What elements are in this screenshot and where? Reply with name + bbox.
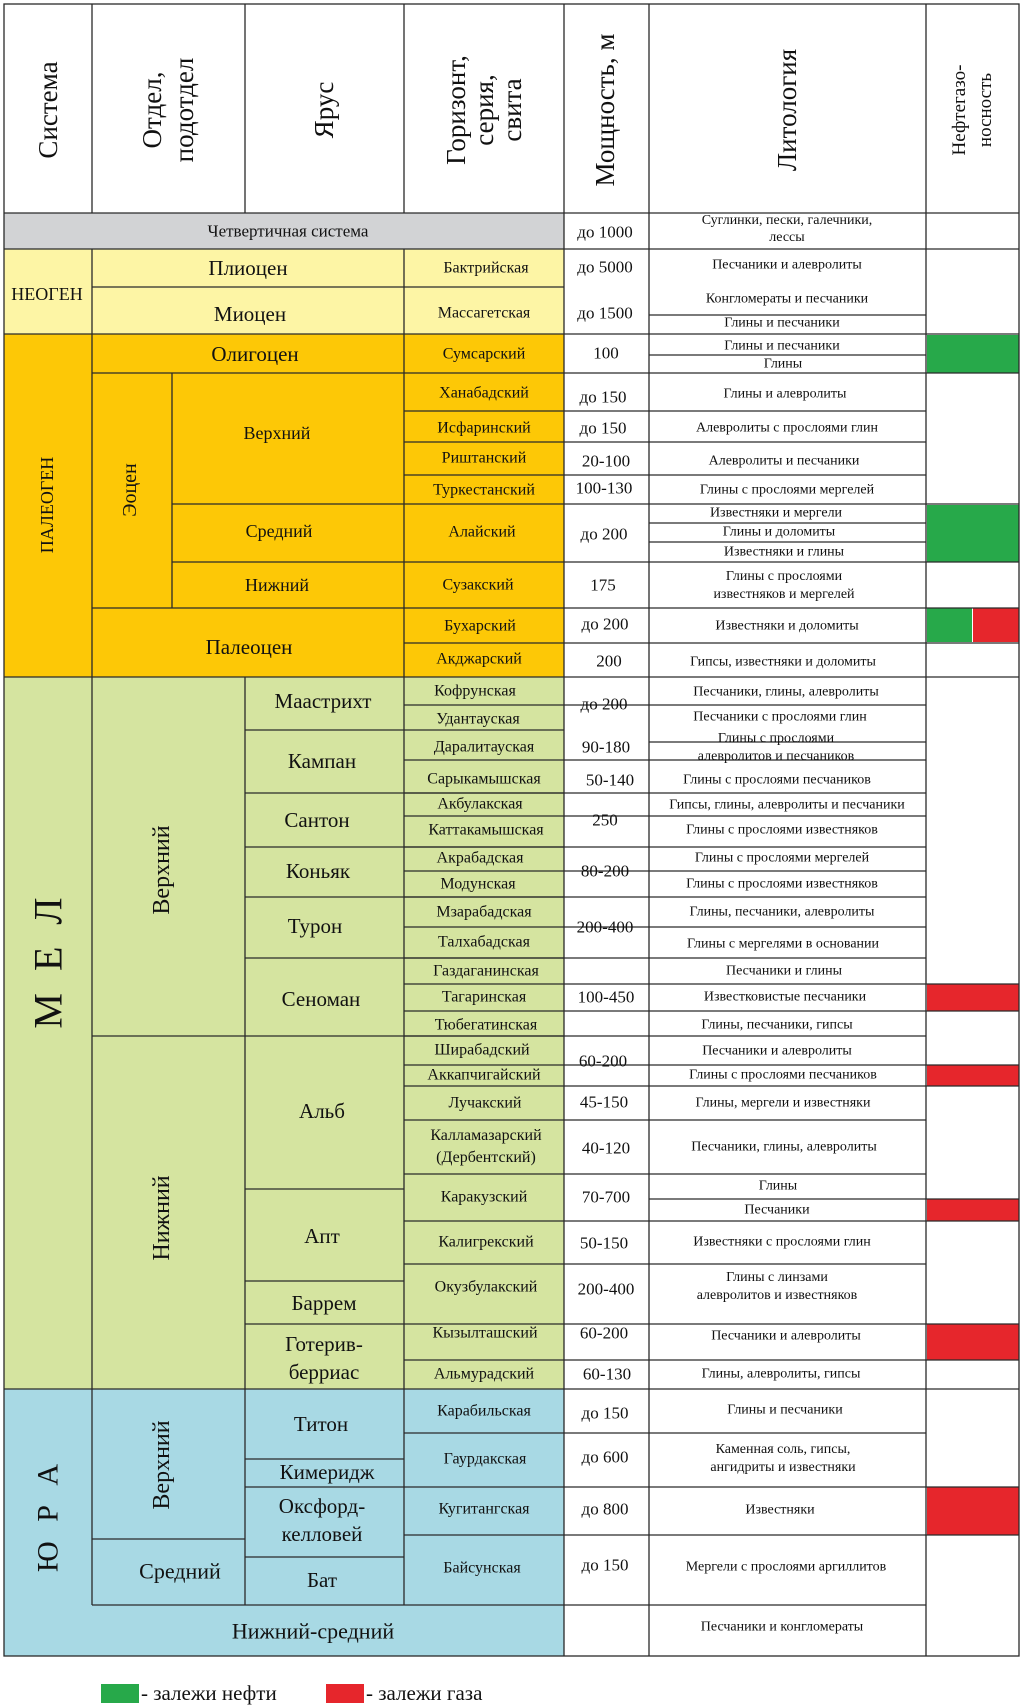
lithology-text: Глины, песчаники, алевролиты xyxy=(689,904,875,920)
lithology-text: Глины xyxy=(758,1178,798,1194)
header-neftegaz: Нефтегазо- носность xyxy=(948,64,996,156)
legend-oil xyxy=(101,1680,277,1705)
division-paleocene: Палеоцен xyxy=(205,635,293,659)
horizon: Сузакский xyxy=(442,576,514,594)
horizon: Тюбегатинская xyxy=(434,1016,538,1034)
horizon: Байсунская xyxy=(443,1559,521,1577)
lithology-text: Суглинки, пески, галечники, лессы xyxy=(701,213,873,245)
horizon: Талхабадская xyxy=(438,933,530,951)
thickness-value: до 800 xyxy=(581,1499,629,1519)
lithology-text: Песчаники и алевролиты xyxy=(711,1328,861,1344)
thickness-value: до 150 xyxy=(581,1403,629,1423)
lithology-text: Конгломераты и песчаники xyxy=(705,291,869,307)
thickness-value: 40-120 xyxy=(581,1138,631,1158)
lithology-text: Песчаники, глины, алевролиты xyxy=(693,684,879,700)
stage-cenoman: Сеноман xyxy=(281,987,361,1011)
thickness-value: 80-200 xyxy=(580,861,630,881)
lithology-text: Гипсы, глины, алевролиты и песчаники xyxy=(669,797,905,813)
legend-gas xyxy=(326,1680,483,1705)
lithology-text: Глины, алевролиты, гипсы xyxy=(701,1366,861,1382)
thickness-value: 20-100 xyxy=(581,451,631,471)
thickness-value: 175 xyxy=(590,575,616,595)
thickness-value: до 200 xyxy=(581,614,629,634)
system-jurassic: Ю Р А xyxy=(31,1457,65,1573)
thickness-value: до 200 xyxy=(580,524,628,544)
division-jur-middle: Средний xyxy=(139,1558,221,1584)
lithology-text: Глины с прослоями известняков xyxy=(686,822,878,838)
lithology-labels xyxy=(669,213,905,1635)
lithology-text: Песчаники и конгломераты xyxy=(700,1619,864,1635)
thickness-value: 60-130 xyxy=(582,1364,632,1384)
lithology-text: Песчаники и алевролиты xyxy=(702,1043,852,1059)
lithology-text: Известняки и доломиты xyxy=(715,618,859,634)
thickness-value: 50-150 xyxy=(579,1233,629,1253)
horizon: Гаурдакская xyxy=(443,1450,527,1468)
horizon: Сарыкамышская xyxy=(427,770,541,788)
lithology-text: Известняки и глины xyxy=(723,544,845,560)
substage-eocene-lower: Нижний xyxy=(245,575,309,595)
thickness-value: до 5000 xyxy=(577,257,633,277)
lithology-text: Глины, песчаники, гипсы xyxy=(701,1017,853,1033)
horizon: Риштанский xyxy=(441,449,527,467)
horizon: Массагетская xyxy=(437,304,531,322)
petroleum-indicators xyxy=(927,335,1019,1535)
division-cret-lower: Нижний xyxy=(149,1175,175,1261)
stage-bat: Бат xyxy=(306,1568,338,1592)
thickness-value: 250 xyxy=(592,810,618,830)
thickness-value: до 150 xyxy=(581,1555,629,1575)
stage-campan: Кампан xyxy=(287,749,357,773)
lithology-text: Глины с прослоями мергелей xyxy=(694,850,870,866)
lithology-text: Песчаники и алевролиты xyxy=(712,257,862,273)
thickness-value: до 150 xyxy=(579,418,627,438)
thickness-value: 200-400 xyxy=(576,917,634,937)
gas-indicator-karakuz xyxy=(927,1199,1019,1221)
horizon: Каракузский xyxy=(440,1188,528,1206)
horizon: Акбулакская xyxy=(437,795,523,813)
horizon: Кофрунская xyxy=(434,682,516,700)
lithology-text: Алевролиты с прослоями глин xyxy=(695,420,879,436)
header-otdel: Отдел,подотдел xyxy=(137,57,199,163)
gas-indicator-kugitang xyxy=(927,1487,1019,1535)
legend-oil-label: - залежи нефти xyxy=(141,1680,277,1705)
horizon: Удантауская xyxy=(436,710,520,728)
horizon: Калламазарский (Дербентский) xyxy=(430,1127,542,1166)
stage-apt: Апт xyxy=(304,1224,340,1248)
horizon: Исфаринский xyxy=(437,419,531,437)
division-oligocene: Олигоцен xyxy=(211,342,299,366)
lithology-text: Глины с прослоями мергелей xyxy=(699,482,875,498)
horizon: Каттакамышская xyxy=(428,821,544,839)
lithology-text: Известняки и мергели xyxy=(709,505,843,521)
lithology-text: Глины с мергелями в основании xyxy=(686,936,880,952)
stage-goteriv: Готерив-берриас xyxy=(285,1332,363,1384)
system-neogene: НЕОГЕН xyxy=(11,284,83,304)
oil-indicator-bukhara xyxy=(927,608,972,642)
table-header xyxy=(33,34,996,187)
horizon: Альмурадский xyxy=(433,1365,535,1383)
lithology-text: Известняки xyxy=(745,1502,815,1518)
lithology-text: Глины и алевролиты xyxy=(723,386,847,402)
horizon: Бактрийская xyxy=(443,259,529,277)
thickness-value: до 1000 xyxy=(577,222,633,242)
lithology-text: Каменная соль, гипсы, ангидриты и известняки xyxy=(710,1442,856,1475)
lithology-text: Глины xyxy=(763,356,803,372)
lithology-text: Гипсы, известняки и доломиты xyxy=(690,654,876,670)
stage-alb: Альб xyxy=(299,1099,345,1123)
lithology-text: Глины с прослоями известняков xyxy=(686,876,878,892)
lithology-text: Глины с прослоями алевролитов и песчаников xyxy=(697,731,855,764)
lithology-text: Глины и доломиты xyxy=(722,524,836,540)
division-pliocene: Плиоцен xyxy=(208,256,288,280)
thickness-value: до 1500 xyxy=(577,303,633,323)
horizon: Лучакский xyxy=(448,1094,522,1112)
thickness-value: до 600 xyxy=(581,1447,629,1467)
lithology-text: Известняки с прослоями глин xyxy=(693,1234,871,1250)
horizon: Туркестанский xyxy=(433,481,535,499)
lithology-text: Мергели с прослоями аргиллитов xyxy=(685,1559,887,1575)
thickness-value: 100-130 xyxy=(575,478,633,498)
gas-indicator-tagarin xyxy=(927,984,1019,1011)
substage-eocene-middle: Средний xyxy=(245,521,313,541)
lithology-text: Глины, мергели и известняки xyxy=(695,1095,871,1111)
thickness-value: 50-140 xyxy=(585,770,635,790)
thickness-value: 200 xyxy=(596,651,622,671)
oil-indicator-alay xyxy=(927,505,1019,562)
stage-barrem: Баррем xyxy=(291,1291,357,1315)
horizon: Газдаганинская xyxy=(433,962,539,980)
thickness-value: 200-400 xyxy=(577,1279,635,1299)
horizon: Ширабадский xyxy=(434,1041,530,1059)
lithology-text: Глины и песчаники xyxy=(727,1402,843,1418)
lithology-text: Глины и песчаники xyxy=(724,338,840,354)
horizon: Ханабадский xyxy=(439,384,529,402)
lithology-text: Глины с линзами алевролитов и известняков xyxy=(696,1270,858,1303)
horizon: Кызылташский xyxy=(432,1324,538,1342)
lithology-text: Песчаники с прослоями глин xyxy=(693,709,867,725)
thickness-values xyxy=(576,223,635,1575)
lithology-text: Алевролиты и песчаники xyxy=(708,453,860,469)
lithology-text: Глины с прослоями известняков и мергелей xyxy=(713,569,855,602)
lithology-text: Песчаники и глины xyxy=(725,963,843,979)
division-eocene: Эоцен xyxy=(119,463,141,517)
system-paleogene: ПАЛЕОГЕН xyxy=(37,456,57,554)
lithology-text: Песчаники xyxy=(744,1202,810,1218)
horizon: Тагаринская xyxy=(441,988,527,1006)
gas-indicator-kyzyltash xyxy=(927,1324,1019,1360)
thickness-value: 60-200 xyxy=(578,1051,628,1071)
thickness-value: 100 xyxy=(593,343,619,363)
legend-gas-label: - залежи газа xyxy=(366,1680,483,1705)
horizon: Даралитауская xyxy=(433,738,535,756)
horizon: Бухарский xyxy=(444,617,516,635)
header-moshnost: Мощность, м xyxy=(590,33,620,187)
system-cretaceous: М Е Л xyxy=(25,891,71,1029)
gas-indicator-akkapchigay xyxy=(927,1065,1019,1086)
horizon: Сумсарский xyxy=(442,345,526,363)
division-cret-upper: Верхний xyxy=(149,825,175,915)
thickness-value: 45-150 xyxy=(579,1092,629,1112)
thickness-value: 70-700 xyxy=(581,1187,631,1207)
division-miocene: Миоцен xyxy=(213,302,287,326)
horizon: Модунская xyxy=(440,875,516,893)
gas-indicator-bukhara xyxy=(973,608,1019,642)
horizon: Акрабадская xyxy=(436,849,524,867)
thickness-value: 90-180 xyxy=(581,737,631,757)
horizon: Акджарский xyxy=(436,650,522,668)
lithology-text: Глины и песчаники xyxy=(724,315,840,331)
horizon: Алайский xyxy=(448,523,516,541)
division-jur-upper: Верхний xyxy=(149,1420,175,1510)
thickness-value: до 200 xyxy=(580,694,628,714)
oil-swatch xyxy=(101,1684,139,1703)
gas-swatch xyxy=(326,1684,364,1703)
stage-maastricht: Маастрихт xyxy=(274,689,372,713)
oil-indicator-sumsar xyxy=(927,335,1019,373)
header-litologia: Литология xyxy=(772,48,802,172)
horizon: Кугитангская xyxy=(438,1500,530,1518)
thickness-value: 60-200 xyxy=(579,1323,629,1343)
horizon: Мзарабадская xyxy=(436,903,532,921)
stage-coniac: Коньяк xyxy=(285,859,351,883)
system-quaternary: Четвертичная система xyxy=(207,221,369,241)
horizon: Калигрекский xyxy=(438,1233,534,1251)
stage-turon: Турон xyxy=(287,914,343,938)
horizon: Окузбулакский xyxy=(434,1278,538,1296)
stage-kimeridge: Кимеридж xyxy=(279,1460,375,1484)
lithology-text: Глины с прослоями песчаников xyxy=(689,1067,877,1083)
header-gorizont: Горизонт,серия,свита xyxy=(441,55,527,165)
header-sistema: Система xyxy=(33,61,63,159)
thickness-value: до 150 xyxy=(579,387,627,407)
horizon: Аккапчигайский xyxy=(427,1066,541,1084)
horizon: Карабильская xyxy=(437,1402,531,1420)
lithology-text: Известковистые песчаники xyxy=(703,989,867,1005)
thickness-value: 100-450 xyxy=(577,987,635,1007)
stage-titon: Титон xyxy=(293,1412,349,1436)
stage-oxford: Оксфорд-келловей xyxy=(278,1494,366,1546)
lithology-text: Глины с прослоями песчаников xyxy=(683,772,871,788)
lithology-text: Песчаники, глины, алевролиты xyxy=(691,1139,877,1155)
division-jur-lower-middle: Нижний-средний xyxy=(231,1618,395,1644)
stage-santon: Сантон xyxy=(284,808,350,832)
header-yarus: Ярус xyxy=(309,81,339,139)
substage-eocene-upper: Верхний xyxy=(243,423,311,443)
